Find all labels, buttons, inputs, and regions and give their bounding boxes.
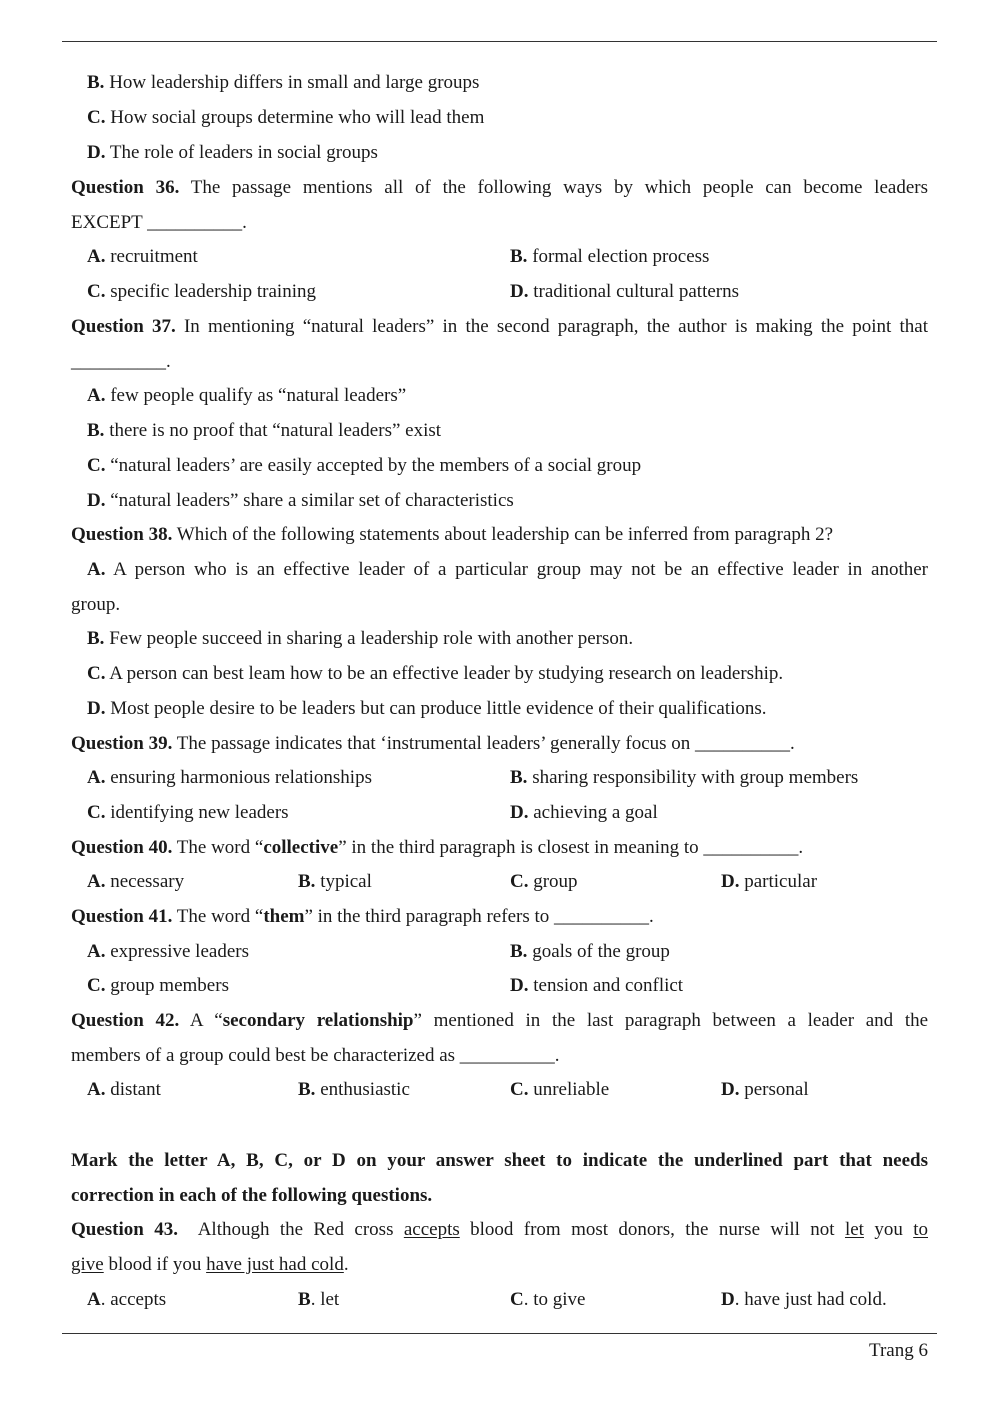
section-instruction: Mark the letter A, B, C, or D on your answer sheet to indicate the underlined part that needs [71, 1150, 928, 1171]
underlined-part-a: accepts [403, 1219, 460, 1240]
q40-option-c[interactable]: C. group [510, 871, 578, 892]
header-rule [62, 41, 937, 42]
q42-stem: Question 42. A “secondary relationship” mentioned in the last paragraph between a leader and the [71, 1010, 929, 1031]
question-label: Question 36. [71, 177, 180, 198]
q39-option-c[interactable]: C. identifying new leaders [87, 802, 289, 823]
q42-option-d[interactable]: D. personal [721, 1079, 809, 1100]
q43-stem-cont: give blood if you have just had cold. [71, 1254, 349, 1275]
target-word: secondary relationship [222, 1010, 414, 1031]
q35-option-c[interactable]: C. How social groups determine who will lead them [87, 107, 485, 128]
target-word: them [263, 906, 305, 927]
underlined-part-c: to [913, 1219, 928, 1240]
q36-option-a[interactable]: A. recruitment [87, 246, 198, 267]
q38-option-c[interactable]: C. A person can best leam how to be an effective leader by studying research on leadership. [87, 663, 784, 684]
q43-stem: Question 43. Although the Red cross accepts blood from most donors, the nurse will not let you to [71, 1219, 928, 1240]
q41-stem: Question 41. The word “them” in the third paragraph refers to __________. [71, 906, 654, 927]
q37-stem-cont: __________. [71, 351, 171, 372]
target-word: collective [263, 837, 339, 858]
q40-option-a[interactable]: A. necessary [87, 871, 185, 892]
q38-stem: Question 38. Which of the following statements about leadership can be inferred from paragraph 2? [71, 524, 834, 545]
q37-stem: Question 37. In mentioning “natural leaders” in the second paragraph, the author is making the point that [71, 316, 928, 337]
q35-option-b[interactable]: B. How leadership differs in small and large groups [87, 72, 480, 93]
q40-stem: Question 40. The word “collective” in the third paragraph is closest in meaning to __________. [71, 837, 804, 858]
q43-option-b[interactable]: B. let [298, 1289, 340, 1310]
q37-option-d[interactable]: D. “natural leaders” share a similar set of characteristics [87, 490, 514, 511]
underlined-part-d: have just had cold [206, 1254, 344, 1275]
q43-option-a[interactable]: A. accepts [87, 1289, 167, 1310]
q39-option-d[interactable]: D. achieving a goal [510, 802, 658, 823]
q40-option-b[interactable]: B. typical [298, 871, 372, 892]
q41-option-c[interactable]: C. group members [87, 975, 229, 996]
q36-stem: Question 36. The passage mentions all of the following ways by which people can become leaders [71, 177, 928, 198]
q36-option-c[interactable]: C. specific leadership training [87, 281, 316, 302]
q36-stem-cont: EXCEPT __________. [71, 212, 247, 233]
q41-option-d[interactable]: D. tension and conflict [510, 975, 684, 996]
q35-option-d[interactable]: D. The role of leaders in social groups [87, 142, 378, 163]
underlined-part-b: let [844, 1219, 864, 1240]
q38-option-a[interactable]: A. A person who is an effective leader of a particular group may not be an effective leader in another [87, 559, 928, 580]
q39-option-b[interactable]: B. sharing responsibility with group members [510, 767, 859, 788]
section-instruction-cont: correction in each of the following questions. [71, 1185, 433, 1206]
q43-option-c[interactable]: C. to give [510, 1289, 586, 1310]
q36-option-b[interactable]: B. formal election process [510, 246, 710, 267]
q37-option-b[interactable]: B. there is no proof that “natural leaders” exist [87, 420, 442, 441]
underlined-part-c-cont: give [71, 1254, 104, 1275]
q40-option-d[interactable]: D. particular [721, 871, 818, 892]
page-number: Trang 6 [869, 1340, 928, 1361]
q39-option-a[interactable]: A. ensuring harmonious relationships [87, 767, 372, 788]
q41-option-b[interactable]: B. goals of the group [510, 941, 670, 962]
q38-option-b[interactable]: B. Few people succeed in sharing a leadership role with another person. [87, 628, 634, 649]
footer-rule [62, 1333, 937, 1334]
q42-stem-cont: members of a group could best be characterized as __________. [71, 1045, 560, 1066]
q38-option-d[interactable]: D. Most people desire to be leaders but can produce little evidence of their qualifications. [87, 698, 767, 719]
q42-option-b[interactable]: B. enthusiastic [298, 1079, 410, 1100]
q41-option-a[interactable]: A. expressive leaders [87, 941, 249, 962]
q39-stem: Question 39. The passage indicates that ‘instrumental leaders’ generally focus on __________. [71, 733, 795, 754]
q37-option-a[interactable]: A. few people qualify as “natural leaders” [87, 385, 407, 406]
q42-option-a[interactable]: A. distant [87, 1079, 161, 1100]
q43-option-d[interactable]: D. have just had cold. [721, 1289, 887, 1310]
q42-option-c[interactable]: C. unreliable [510, 1079, 610, 1100]
q36-option-d[interactable]: D. traditional cultural patterns [510, 281, 739, 302]
q37-option-c[interactable]: C. “natural leaders’ are easily accepted by the members of a social group [87, 455, 642, 476]
q38-option-a-cont: group. [71, 594, 121, 615]
